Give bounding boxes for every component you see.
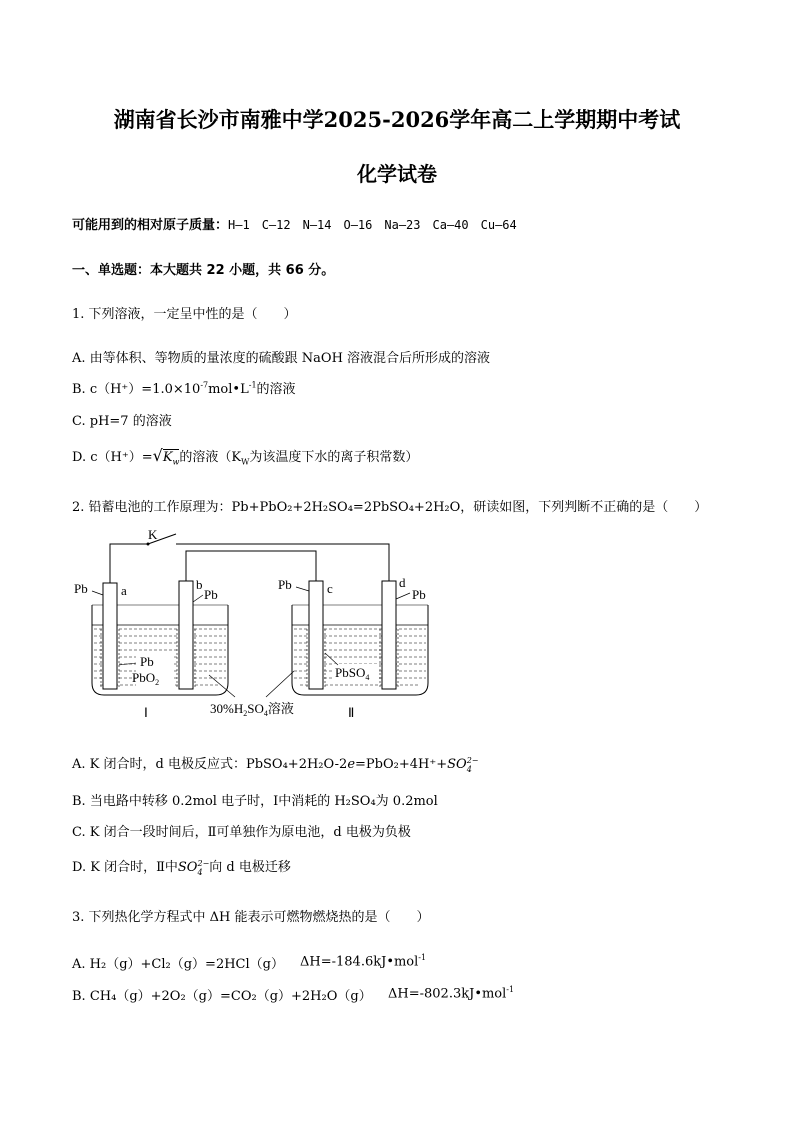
atomic-masses-label: 可能用到的相对原子质量： bbox=[72, 218, 229, 233]
q2-d-pre: D. K 闭合时，Ⅱ中 bbox=[72, 860, 178, 875]
label-pb-c: Pb bbox=[278, 577, 292, 592]
page-subtitle: 化学试卷 bbox=[357, 162, 437, 186]
q3-option-b-dh bbox=[388, 985, 514, 1001]
q2-option-d bbox=[72, 856, 291, 877]
q3-option-a-dh bbox=[300, 953, 426, 969]
label-a: a bbox=[121, 583, 127, 598]
electrode-b bbox=[179, 581, 193, 689]
q1-option-a: A. 由等体积、等物质的量浓度的硫酸跟 NaOH 溶液混合后所形成的溶液 bbox=[72, 351, 491, 366]
leader-pb-left bbox=[92, 591, 103, 595]
q2-a-e: e bbox=[347, 757, 356, 772]
label-pbo2: PbO$_2$ bbox=[132, 670, 160, 687]
q2-a-ion-sub: 4 bbox=[466, 764, 472, 774]
label-pb-d: Pb bbox=[412, 587, 426, 602]
leader-pb-b bbox=[193, 595, 203, 602]
q2-d-ion: SO bbox=[177, 860, 198, 875]
electrode-a bbox=[103, 583, 117, 689]
q2-d-post: 向 d 电极迁移 bbox=[209, 860, 291, 875]
label-cell-2: Ⅱ bbox=[348, 705, 355, 720]
leader-pb-d bbox=[396, 593, 410, 599]
label-cell-1: Ⅰ bbox=[144, 705, 148, 720]
q1-d-sqrt-sub: w bbox=[172, 457, 180, 467]
electrode-d bbox=[382, 581, 396, 689]
sqrt-symbol: √ bbox=[152, 446, 163, 465]
label-pb-inner: Pb bbox=[140, 654, 154, 669]
q2-option-a bbox=[72, 753, 478, 774]
q3-a-exp: -1 bbox=[418, 953, 427, 962]
q3-stem: 3. 下列热化学方程式中 ΔH 能表示可燃物燃烧热的是（ ） bbox=[72, 910, 430, 925]
wire-top bbox=[176, 544, 389, 581]
q2-a-pre: A. K 闭合时，d 电极反应式：PbSO₄+2H₂O-2 bbox=[72, 757, 348, 772]
q2-d-ion-sup: 2− bbox=[197, 858, 210, 868]
q1-option-c: C. pH=7 的溶液 bbox=[72, 414, 172, 429]
q2-option-b: B. 当电路中转移 0.2mol 电子时，Ⅰ中消耗的 H₂SO₄为 0.2mol bbox=[72, 794, 438, 809]
q2-a-ion: SO bbox=[447, 757, 467, 772]
q2-a-ion-sup: 2− bbox=[466, 755, 479, 765]
q3-b-dh: ΔH=-802.3kJ•mol bbox=[388, 986, 507, 1002]
wire-left bbox=[110, 544, 148, 586]
section-heading: 一、单选题：本大题共 22 小题，共 66 分。 bbox=[72, 263, 335, 278]
q1-b-exp: -7 bbox=[200, 380, 209, 390]
page-title: 湖南省长沙市南雅中学2025-2026学年高二上学期期中考试 bbox=[113, 107, 681, 132]
q3-a-dh: ΔH=-184.6kJ•mol bbox=[300, 954, 419, 970]
label-pb-left: Pb bbox=[74, 581, 88, 596]
q3-option-a-eq: A. H₂（g）+Cl₂（g）=2HCl（g） bbox=[72, 957, 284, 972]
leader-pbso4 bbox=[325, 653, 338, 665]
leader-solution-2 bbox=[266, 671, 294, 697]
q1-option-b bbox=[72, 378, 296, 397]
q1-b-mid: mol•L bbox=[208, 382, 249, 397]
label-d: d bbox=[399, 575, 406, 590]
q2-stem: 2. 铅蓄电池的工作原理为：Pb+PbO₂+2H₂SO₄=2PbSO₄+2H₂O，研读如图，下列判断不正确的是（ ） bbox=[72, 500, 708, 515]
q1-d-sqrt bbox=[163, 449, 180, 465]
q1-d-mid: 的溶液（K bbox=[179, 450, 242, 465]
q3-option-b-eq: B. CH₄（g）+2O₂（g）=CO₂（g）+2H₂O（g） bbox=[72, 989, 372, 1004]
atomic-masses bbox=[72, 214, 517, 233]
q3-b-exp: -1 bbox=[506, 985, 515, 994]
electrode-c bbox=[309, 581, 323, 689]
switch-label: K bbox=[148, 527, 158, 542]
atomic-masses-values: H—1 C—12 N—14 O—16 Na—23 Ca—40 Cu—64 bbox=[228, 218, 517, 232]
q1-d-sqrt-k: K bbox=[162, 450, 173, 465]
q2-a-ion-script bbox=[467, 756, 479, 774]
q2-option-c: C. K 闭合一段时间后，Ⅱ可单独作为原电池，d 电极为负极 bbox=[72, 825, 411, 840]
q1-b-pre: B. c（H⁺）=1.0×10 bbox=[72, 382, 201, 397]
q1-b-post: 的溶液 bbox=[256, 382, 296, 397]
q2-d-ion-script bbox=[197, 859, 209, 877]
battery-figure bbox=[70, 525, 450, 725]
wire-middle bbox=[186, 551, 316, 581]
leader-pb-c bbox=[296, 587, 309, 591]
q1-b-exp2: -1 bbox=[248, 380, 257, 390]
q1-d-post: 为该温度下水的离子积常数） bbox=[249, 450, 419, 465]
q1-option-d bbox=[72, 446, 418, 467]
q2-a-mid: =PbO₂+4H⁺+ bbox=[355, 757, 448, 772]
label-b: b bbox=[196, 577, 203, 592]
label-pb-b: Pb bbox=[204, 587, 218, 602]
q1-stem: 1. 下列溶液，一定呈中性的是（ ） bbox=[72, 307, 297, 322]
switch-pivot bbox=[147, 543, 150, 546]
label-c: c bbox=[327, 581, 333, 596]
q2-d-ion-sub: 4 bbox=[197, 867, 203, 877]
label-solution: $30\%H_2SO_4$溶液 bbox=[210, 701, 294, 718]
label-pbso4: PbSO$_4$ bbox=[335, 665, 370, 682]
q1-d-sub: W bbox=[241, 457, 250, 467]
q1-d-pre: D. c（H⁺）= bbox=[72, 450, 153, 465]
